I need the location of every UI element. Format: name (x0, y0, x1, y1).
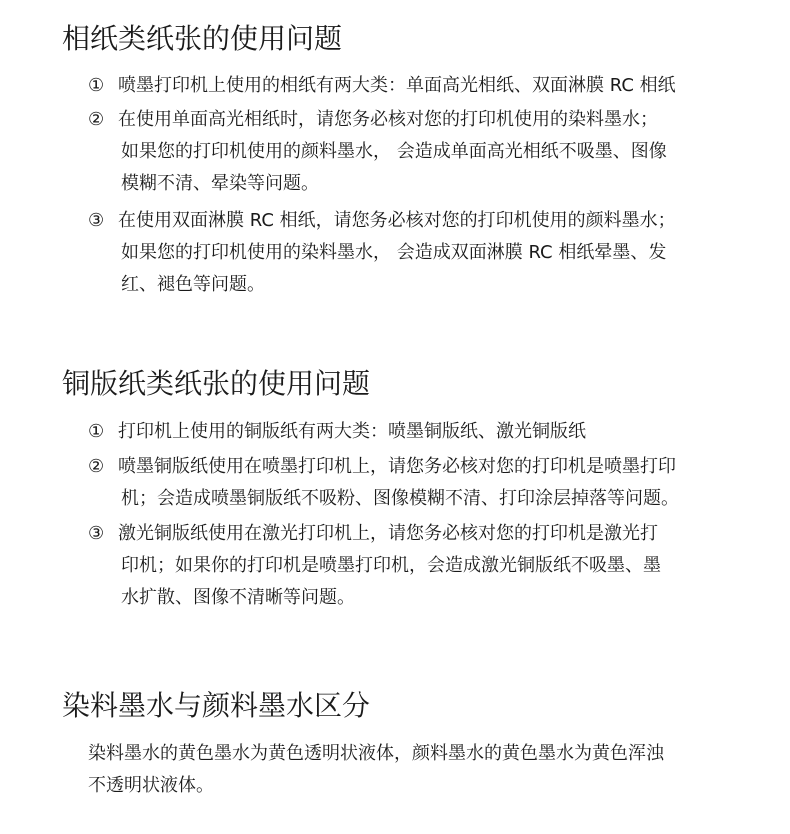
item-text-line: 喷墨打印机上使用的相纸有两大类：单面高光相纸、双面淋膜 RC 相纸 (118, 75, 676, 96)
list-item (88, 205, 738, 301)
section-title: 相纸类纸张的使用问题 (62, 22, 343, 55)
item-text-line: 激光铜版纸使用在激光打印机上，请您务必核对您的打印机是激光打 (118, 523, 658, 544)
item-number: ① (88, 421, 105, 442)
item-text-line: 在使用双面淋膜 RC 相纸，请您务必核对您的打印机使用的颜料墨水； (118, 210, 676, 231)
section-title: 铜版纸类纸张的使用问题 (62, 367, 371, 400)
paragraph (88, 738, 738, 802)
paragraph-line: 不透明状液体。 (88, 775, 214, 796)
item-number: ② (88, 456, 105, 477)
item-number: ③ (88, 523, 105, 544)
section-title: 染料墨水与颜料墨水区分 (62, 689, 371, 722)
paragraph-line: 染料墨水的黄色墨水为黄色透明状液体，颜料墨水的黄色墨水为黄色浑浊 (88, 743, 664, 764)
list-item (88, 104, 738, 200)
item-text-line: 喷墨铜版纸使用在喷墨打印机上，请您务必核对您的打印机是喷墨打印 (118, 456, 676, 477)
item-text-line: 印机；如果你的打印机是喷墨打印机，会造成激光铜版纸不吸墨、墨 (121, 555, 661, 576)
item-text-line: 如果您的打印机使用的颜料墨水， 会造成单面高光相纸不吸墨、图像 (121, 141, 667, 162)
item-number: ① (88, 75, 105, 96)
item-text-line: 模糊不清、晕染等问题。 (121, 173, 319, 194)
item-text-line: 打印机上使用的铜版纸有两大类：喷墨铜版纸、激光铜版纸 (118, 421, 586, 442)
item-text-line: 红、褪色等问题。 (121, 274, 265, 295)
item-text-line: 机；会造成喷墨铜版纸不吸粉、图像模糊不清、打印涂层掉落等问题。 (121, 488, 679, 509)
item-text-line: 水扩散、图像不清晰等问题。 (121, 587, 355, 608)
item-number: ② (88, 109, 105, 130)
item-text-line: 在使用单面高光相纸时，请您务必核对您的打印机使用的染料墨水； (118, 109, 658, 130)
list-item (88, 451, 738, 515)
list-item (88, 416, 738, 448)
list-item (88, 518, 738, 614)
item-number: ③ (88, 210, 105, 231)
item-text-line: 如果您的打印机使用的染料墨水， 会造成双面淋膜 RC 相纸晕墨、发 (121, 242, 667, 263)
list-item (88, 70, 738, 102)
